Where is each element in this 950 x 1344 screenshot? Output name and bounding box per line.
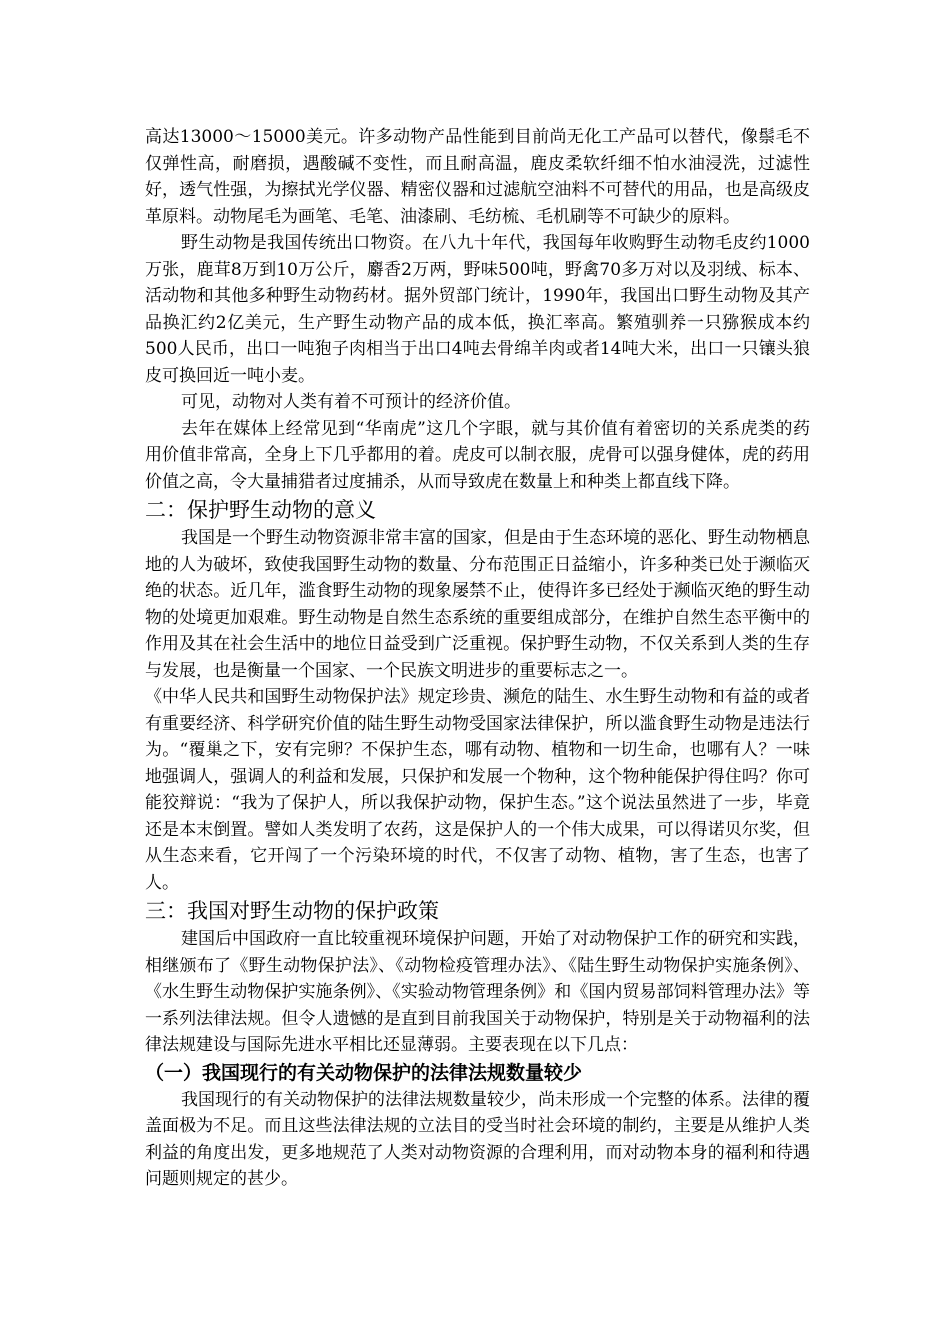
- paragraph-economic-value: 可见，动物对人类有着不可预计的经济价值。: [181, 392, 521, 412]
- subheading-few-laws: （一）我国现行的有关动物保护的法律法规数量较少: [145, 1061, 583, 1084]
- paragraph-significance: 我国是一个野生动物资源非常丰富的国家，但是由于生态环境的恶化、野生动物栖息地的人为破坏，致使我国野生动物的数量、分布范围正日益缩小，许多种类已处于濒临灭绝的状态。近几年，滥食野生动物的现象屡禁不止，使得许多已经处于濒临灭绝的野生动物的处境更加艰难。野生动物是自然生态系统的重要组成部分，在维护自然生态平衡中的作用及其在社会生活中的地位日益受到广泛重视。保护野生动物，不仅关系到人类的生存与发展，也是衡量一个国家、一个民族文明进步的重要标志之一。: [145, 528, 810, 681]
- paragraph-few-laws: 我国现行的有关动物保护的法律法规数量较少，尚未形成一个完整的体系。法律的覆盖面极为不足。而且这些法律法规的立法目的受当时社会环境的制约，主要是从维护人类利益的角度出发，更多地规范了人类对动物资源的合理利用，而对动物本身的福利和待遇问题则规定的甚少。: [145, 1089, 810, 1189]
- paragraph-export-trade: 野生动物是我国传统出口物资。在八九十年代，我国每年收购野生动物毛皮约1000万张，鹿茸8万到10万公斤，麝香2万两，野味500吨，野禽70多万对以及羽绒、标本、活动物和其他多种野生动物药材。据外贸部门统计，1990年，我国出口野生动物及其产品换汇约2亿美元，生产野生动物产品的成本低，换汇率高。繁殖驯养一只猕猴成本约500人民币，出口一吨狍子肉相当于出口4吨去骨绵羊肉或者14吨大米，出口一只镶头狼皮可换回近一吨小麦。: [145, 233, 810, 386]
- paragraph-product-uses: 高达13000～15000美元。许多动物产品性能到目前尚无化工产品可以替代，像鬃毛不仅弹性高，耐磨损，遇酸碱不变性，而且耐高温，鹿皮柔软纤细不怕水油浸洗，过滤性好，透气性强，为擦拭光学仪器、精密仪器和过滤航空油料不可替代的用品，也是高级皮革原料。动物尾毛为画笔、毛笔、油漆刷、毛纺梳、毛机刷等不可缺少的原料。: [145, 127, 810, 227]
- document-page: [145, 124, 810, 1193]
- paragraph-protection-law: 《中华人民共和国野生动物保护法》规定珍贵、濒危的陆生、水生野生动物和有益的或者有重要经济、科学研究价值的陆生野生动物受国家法律保护，所以滥食野生动物是违法行为。“覆巢之下，安有完卵？不保护生态，哪有动物、植物和一切生命，也哪有人？一味地强调人，强调人的利益和发展，只保护和发展一个物种，这个物种能保护得住吗？你可能狡辩说：“我为了保护人，所以我保护动物，保护生态。”这个说法虽然进了一步，毕竟还是本末倒置。譬如人类发明了农药，这是保护人的一个伟大成果，可以得诺贝尔奖，但从生态来看，它开闯了一个污染环境的时代，不仅害了动物、植物，害了生态，也害了人。: [145, 687, 810, 893]
- paragraph-policy: 建国后中国政府一直比较重视环境保护问题，开始了对动物保护工作的研究和实践，相继颁布了《野生动物保护法》、《动物检疫管理办法》、《陆生野生动物保护实施条例》、《水生野生动物保护实施条例》、《实验动物管理条例》和《国内贸易部饲料管理办法》等一系列法律法规。但令人遗憾的是直到目前我国关于动物保护，特别是关于动物福利的法律法规建设与国际先进水平相比还显薄弱。主要表现在以下几点：: [145, 929, 810, 1055]
- section-heading-significance: 二：保护野生动物的意义: [145, 498, 376, 522]
- paragraph-south-china-tiger: 去年在媒体上经常见到“华南虎”这几个字眼，就与其价值有着密切的关系虎类的药用价值非常高，全身上下几乎都用的着。虎皮可以制衣服，虎骨可以强身健体，虎的药用价值之高，令大量捕猎者过度捕杀，从而导致虎在数量上和种类上都直线下降。: [145, 418, 810, 492]
- section-heading-policy: 三：我国对野生动物的保护政策: [145, 899, 439, 923]
